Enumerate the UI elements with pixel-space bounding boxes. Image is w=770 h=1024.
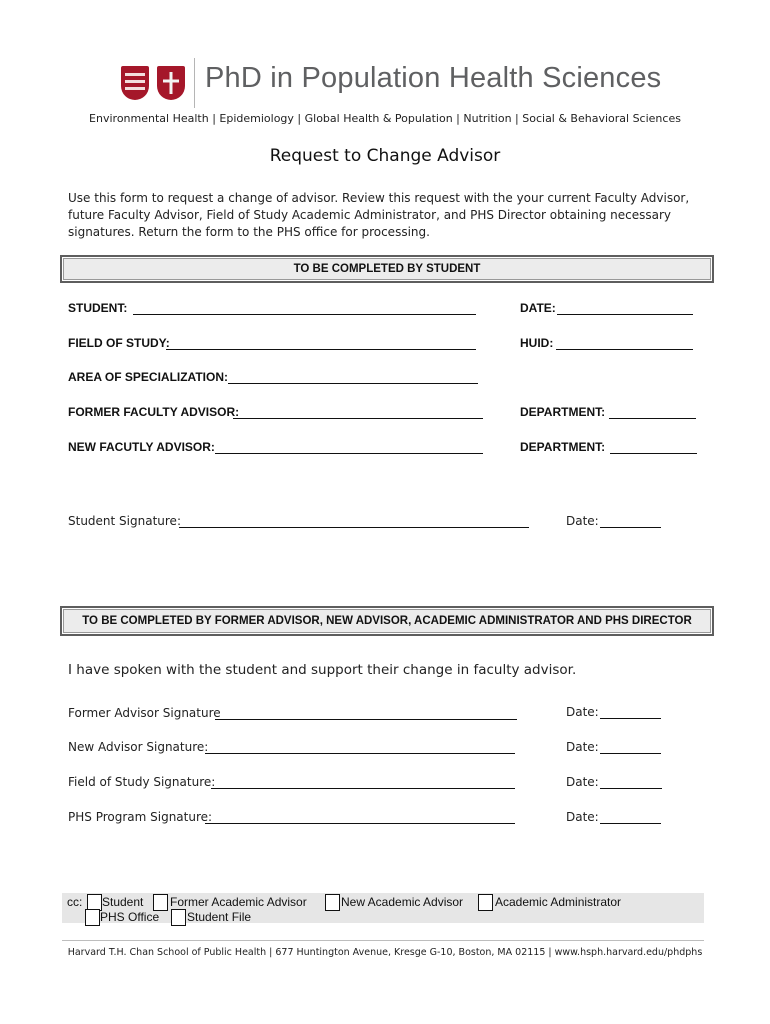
new-advisor-signature-field[interactable] — [205, 753, 515, 754]
department-label-2: DEPARTMENT: — [520, 440, 606, 454]
date-field[interactable] — [557, 314, 693, 315]
date-label: DATE: — [520, 301, 556, 315]
footer-address: Harvard T.H. Chan School of Public Health | 677 Huntington Avenue, Kresge G-10, Boston, MA 02115 | www.hsph.harvard.edu/phdphs — [67, 947, 703, 958]
cc-label: cc: — [67, 895, 83, 909]
phs-program-signature-field[interactable] — [205, 823, 515, 824]
cc-new-advisor-label: New Academic Advisor — [341, 895, 464, 909]
former-advisor-field[interactable] — [233, 418, 483, 419]
cc-student-file-label: Student File — [187, 910, 252, 924]
student-section-heading: TO BE COMPLETED BY STUDENT — [60, 255, 714, 283]
former-advisor-signature-label: Former Advisor Signature — [68, 706, 221, 720]
new-advisor-field[interactable] — [215, 453, 483, 454]
new-advisor-date-label: Date: — [566, 740, 599, 754]
harvard-shield-icon — [121, 66, 149, 100]
footer-divider — [62, 940, 704, 941]
new-advisor-date-field[interactable] — [600, 753, 661, 754]
former-advisor-signature-field[interactable] — [215, 719, 517, 720]
field-of-study-signature-label: Field of Study Signature: — [68, 775, 216, 789]
area-of-specialization-field[interactable] — [228, 383, 478, 384]
field-of-study-signature-field[interactable] — [211, 788, 515, 789]
cc-new-advisor-checkbox[interactable] — [325, 894, 340, 911]
huid-label: HUID: — [520, 336, 554, 350]
advisor-section-heading: TO BE COMPLETED BY FORMER ADVISOR, NEW ADVISOR, ACADEMIC ADMINISTRATOR AND PHS DIRECTOR — [60, 606, 714, 636]
former-advisor-department-field[interactable] — [609, 418, 696, 419]
cc-academic-administrator-label: Academic Administrator — [495, 895, 622, 909]
field-of-study-date-field[interactable] — [600, 788, 662, 789]
new-advisor-label: NEW FACUTLY ADVISOR: — [68, 440, 215, 454]
cc-phs-office-checkbox[interactable] — [85, 909, 100, 926]
cc-former-advisor-label: Former Academic Advisor — [170, 895, 307, 909]
cc-phs-office-label: PHS Office — [100, 910, 160, 924]
field-of-study-date-label: Date: — [566, 775, 599, 789]
field-of-study-field[interactable] — [166, 349, 476, 350]
student-signature-date-label: Date: — [566, 514, 599, 528]
former-advisor-date-label: Date: — [566, 705, 599, 719]
student-signature-label: Student Signature: — [68, 514, 181, 528]
phs-program-date-field[interactable] — [600, 823, 661, 824]
phs-program-date-label: Date: — [566, 810, 599, 824]
form-title: Request to Change Advisor — [269, 146, 501, 166]
department-label: DEPARTMENT: — [520, 405, 606, 419]
student-signature-field[interactable] — [179, 527, 529, 528]
huid-field[interactable] — [556, 349, 693, 350]
fields-of-study: Environmental Health | Epidemiology | Global Health & Population | Nutrition | Social & Behavioral Sciences — [89, 112, 681, 125]
former-advisor-date-field[interactable] — [600, 718, 661, 719]
cc-former-advisor-checkbox[interactable] — [153, 894, 168, 911]
program-title: PhD in Population Health Sciences — [205, 62, 662, 94]
cc-academic-administrator-checkbox[interactable] — [478, 894, 493, 911]
area-of-specialization-label: AREA OF SPECIALIZATION: — [68, 370, 228, 384]
cc-student-file-checkbox[interactable] — [171, 909, 186, 926]
former-advisor-label: FORMER FACULTY ADVISOR: — [68, 405, 240, 419]
student-signature-date-field[interactable] — [600, 527, 661, 528]
student-name-field[interactable] — [133, 314, 476, 315]
cc-student-label: Student — [102, 895, 144, 909]
new-advisor-signature-label: New Advisor Signature: — [68, 740, 209, 754]
support-statement: I have spoken with the student and support their change in faculty advisor. — [68, 662, 577, 678]
chan-school-shield-icon — [157, 66, 185, 100]
new-advisor-department-field[interactable] — [610, 453, 697, 454]
field-of-study-label: FIELD OF STUDY: — [68, 336, 170, 350]
student-label: STUDENT: — [68, 301, 128, 315]
phs-program-signature-label: PHS Program Signature: — [68, 810, 213, 824]
logo-divider — [194, 58, 195, 108]
instructions: Use this form to request a change of advisor. Review this request with the your current Faculty Advisor, future Faculty Advisor, Field of Study Academic Administrator, and PHS Director obtaining necessary signatures. Return the form to the PHS office for processing. — [68, 191, 690, 239]
